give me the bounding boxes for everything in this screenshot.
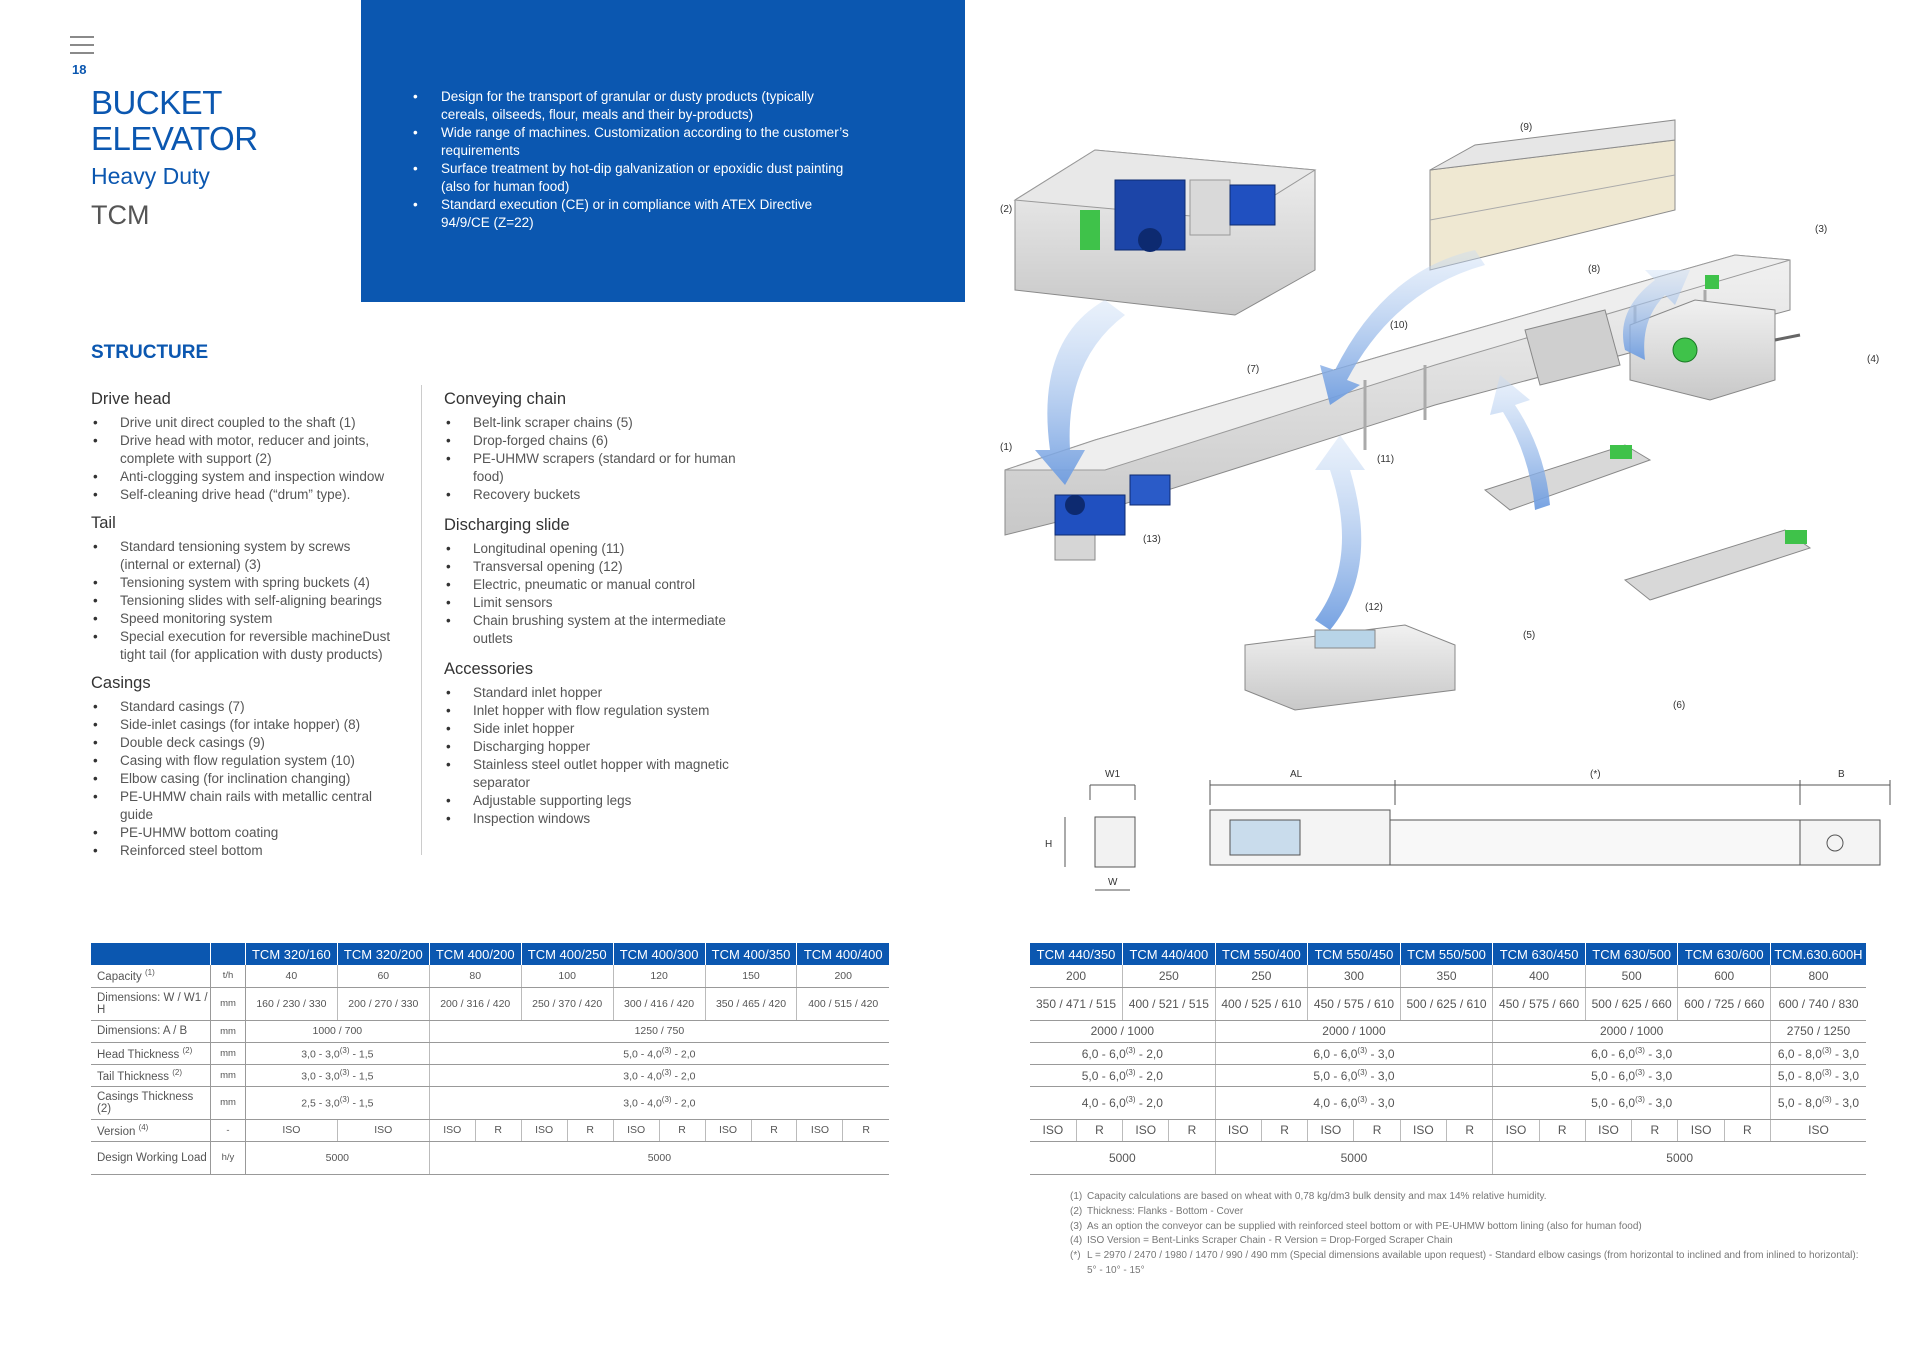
spec-table-large bbox=[1030, 943, 1866, 1175]
row-unit: mm bbox=[211, 987, 246, 1020]
model-header: TCM 320/200 bbox=[337, 943, 429, 965]
intro-list bbox=[441, 88, 851, 232]
table-header-row bbox=[91, 943, 889, 965]
table-row: Dimensions: A / B mm 1000 / 700 1250 / 750 bbox=[91, 1020, 889, 1042]
row-label: Head Thickness $^{(2)}$ bbox=[91, 1042, 211, 1064]
conveying-chain-list bbox=[444, 414, 754, 504]
row-unit: mm bbox=[211, 1086, 246, 1119]
conveyor-illustration bbox=[985, 100, 1905, 720]
list-item: • Casing with flow regulation system (10) bbox=[91, 752, 391, 770]
model-header: TCM 630/600 bbox=[1678, 943, 1771, 965]
list-item: • Side-inlet casings (for intake hopper) (8) bbox=[91, 716, 391, 734]
structure-heading: STRUCTURE bbox=[91, 342, 209, 363]
callout-11: (11) bbox=[1377, 454, 1395, 465]
page-number: 18 bbox=[72, 62, 87, 77]
list-item: • Speed monitoring system bbox=[91, 610, 391, 628]
table-row: 350 / 471 / 515 400 / 521 / 515 400 / 525 / 610 450 / 575 / 610 500 / 625 / 610 450 / 575 / 660 500 / 625 / 660 600 / 725 / 660 600 / 740 / 830 bbox=[1030, 987, 1866, 1020]
accessories-list bbox=[444, 684, 754, 828]
callout-4: (4) bbox=[1867, 354, 1880, 365]
section-title-drive-head: Drive head bbox=[91, 390, 171, 408]
callout-9: (9) bbox=[1520, 122, 1533, 133]
list-item: • Side inlet hopper bbox=[444, 720, 754, 738]
table-header-row bbox=[1030, 943, 1866, 965]
row-label: Design Working Load bbox=[91, 1141, 211, 1174]
model-header: TCM 400/300 bbox=[613, 943, 705, 965]
discharging-slide-section bbox=[444, 516, 754, 648]
section-title-conveying-chain: Conveying chain bbox=[444, 390, 566, 408]
list-item: • PE-UHMW bottom coating bbox=[91, 824, 391, 842]
table-row: 6,0 - 6,0$^{(3)}$ - 2,0 6,0 - 6,0$^{(3)}$ - 3,0 6,0 - 6,0$^{(3)}$ - 3,0 6,0 - 8,0$^{(3)}$ - 3,0 bbox=[1030, 1042, 1866, 1064]
row-label: Capacity $^{(1)}$ bbox=[91, 965, 211, 987]
intro-bullet: • Standard execution (CE) or in compliance with ATEX Directive 94/9/CE (Z=22) bbox=[441, 196, 851, 232]
row-label: Dimensions: A / B bbox=[91, 1020, 211, 1042]
casings-list bbox=[91, 698, 391, 860]
row-label: Dimensions: W / W1 / H bbox=[91, 987, 211, 1020]
table-row: 4,0 - 6,0$^{(3)}$ - 2,0 4,0 - 6,0$^{(3)}$ - 3,0 5,0 - 6,0$^{(3)}$ - 3,0 5,0 - 8,0$^{(3)}$ - 3,0 bbox=[1030, 1086, 1866, 1119]
row-label: Tail Thickness $^{(2)}$ bbox=[91, 1064, 211, 1086]
double-deck-casing-detail bbox=[1430, 120, 1675, 270]
list-item: • Recovery buckets bbox=[444, 486, 754, 504]
footnote: (4) ISO Version = Bent-Links Scraper Chain - R Version = Drop-Forged Scraper Chain bbox=[1070, 1235, 1453, 1247]
row-unit: - bbox=[211, 1119, 246, 1141]
list-item: • Electric, pneumatic or manual control bbox=[444, 576, 754, 594]
model-header: TCM 400/200 bbox=[429, 943, 521, 965]
list-item: • Drop-forged chains (6) bbox=[444, 432, 754, 450]
list-item: • Tensioning slides with self-aligning bearings bbox=[91, 592, 391, 610]
list-item: • Stainless steel outlet hopper with magnetic separator bbox=[444, 756, 754, 792]
dim-h: H bbox=[1045, 839, 1053, 850]
list-item: • Self-cleaning drive head (“drum” type). bbox=[91, 486, 391, 504]
callout-1: (1) bbox=[1000, 442, 1013, 453]
table-row: Dimensions: W / W1 / H mm 160 / 230 / 330 200 / 270 / 330 200 / 316 / 420 250 / 370 / 420 300 / 416 / 420 350 / 465 / 420 400 / 515 / 420 bbox=[91, 987, 889, 1020]
section-title-casings: Casings bbox=[91, 674, 151, 692]
footnote: (1) Capacity calculations are based on wheat with 0,78 kg/dm3 bulk density and max 14% relative humidity. bbox=[1070, 1191, 1547, 1202]
tail-list bbox=[91, 538, 391, 664]
callout-12: (12) bbox=[1365, 602, 1383, 613]
list-item: • Drive unit direct coupled to the shaft (1) bbox=[91, 414, 391, 432]
page-title bbox=[91, 85, 258, 157]
model-header: TCM 440/350 bbox=[1030, 943, 1123, 965]
callout-13: (13) bbox=[1143, 534, 1161, 545]
row-unit: mm bbox=[211, 1042, 246, 1064]
callout-8: (8) bbox=[1588, 264, 1601, 275]
table-row: 2000 / 1000 2000 / 1000 2000 / 1000 2750 / 1250 bbox=[1030, 1020, 1866, 1042]
table-row: Capacity $^{(1)}$ t/h 40 60 80 100 120 150 200 bbox=[91, 965, 889, 987]
list-item: • Elbow casing (for inclination changing) bbox=[91, 770, 391, 788]
row-unit: mm bbox=[211, 1020, 246, 1042]
dim-w1: W1 bbox=[1105, 769, 1120, 780]
model-header: TCM 550/450 bbox=[1308, 943, 1401, 965]
list-item: • Double deck casings (9) bbox=[91, 734, 391, 752]
list-item: • Standard tensioning system by screws (internal or external) (3) bbox=[91, 538, 391, 574]
footnotes bbox=[1070, 1190, 1870, 1279]
table-row: ISO R ISO R ISO R ISO R ISO R ISO R ISO R ISO R ISO bbox=[1030, 1119, 1866, 1141]
intro-bullet: • Surface treatment by hot-dip galvanization or epoxidic dust painting (also for human food) bbox=[441, 160, 851, 196]
callout-7: (7) bbox=[1247, 364, 1260, 375]
row-unit: h/y bbox=[211, 1141, 246, 1174]
model-header: TCM 550/500 bbox=[1400, 943, 1493, 965]
callout-2: (2) bbox=[1000, 204, 1013, 215]
list-item: • Standard casings (7) bbox=[91, 698, 391, 716]
page-subtitle: Heavy Duty bbox=[91, 163, 210, 189]
table-row: 200 250 250 300 350 400 500 600 800 bbox=[1030, 965, 1866, 987]
list-item: • Tensioning system with spring buckets (4) bbox=[91, 574, 391, 592]
model-header: TCM 400/350 bbox=[705, 943, 797, 965]
dimension-drawing bbox=[1030, 755, 1910, 905]
discharge-slide-detail bbox=[1245, 625, 1455, 710]
list-item: • Drive head with motor, reducer and joints, complete with support (2) bbox=[91, 432, 391, 468]
list-item: • Anti-clogging system and inspection window bbox=[91, 468, 391, 486]
callout-6: (6) bbox=[1673, 700, 1686, 711]
chain-detail-5 bbox=[1485, 445, 1650, 510]
list-item: • PE-UHMW chain rails with metallic central guide bbox=[91, 788, 391, 824]
intro-bullet: • Design for the transport of granular or dusty products (typically cereals, oilseeds, flour, meals and their by-products) bbox=[441, 88, 851, 124]
list-item: • Limit sensors bbox=[444, 594, 754, 612]
row-unit: mm bbox=[211, 1064, 246, 1086]
model-header: TCM 400/400 bbox=[797, 943, 889, 965]
footnote: (2) Thickness: Flanks - Bottom - Cover bbox=[1070, 1205, 1244, 1217]
dim-al: AL bbox=[1290, 769, 1303, 780]
model-header: TCM 440/400 bbox=[1123, 943, 1216, 965]
footnote: (3) As an option the conveyor can be supplied with reinforced steel bottom or with PE-UHMW bottom lining (also for human food) bbox=[1070, 1220, 1642, 1232]
table-row: 5,0 - 6,0$^{(3)}$ - 2,0 5,0 - 6,0$^{(3)}$ - 3,0 5,0 - 6,0$^{(3)}$ - 3,0 5,0 - 8,0$^{(3)}$ - 3,0 bbox=[1030, 1064, 1866, 1086]
list-item: • Discharging hopper bbox=[444, 738, 754, 756]
model-header: TCM 630/450 bbox=[1493, 943, 1586, 965]
callout-3: (3) bbox=[1815, 224, 1828, 235]
table-row: Head Thickness $^{(2)}$ mm 3,0 - 3,0$^{(3)}$ - 1,5 5,0 - 4,0$^{(3)}$ - 2,0 bbox=[91, 1042, 889, 1064]
callout-10: (10) bbox=[1390, 320, 1408, 331]
model-header: TCM 550/400 bbox=[1215, 943, 1308, 965]
list-item: • Standard inlet hopper bbox=[444, 684, 754, 702]
list-item: • Belt-link scraper chains (5) bbox=[444, 414, 754, 432]
conveying-chain-section bbox=[444, 390, 754, 504]
list-item: • Longitudinal opening (11) bbox=[444, 540, 754, 558]
dim-b: B bbox=[1838, 769, 1845, 780]
dim-w: W bbox=[1108, 877, 1118, 888]
table-row: Design Working Load h/y 5000 5000 bbox=[91, 1141, 889, 1174]
accessories-section bbox=[444, 660, 754, 828]
structure-column-left bbox=[91, 390, 391, 870]
menu-icon[interactable] bbox=[70, 36, 94, 56]
list-item: • Adjustable supporting legs bbox=[444, 792, 754, 810]
chain-detail-6 bbox=[1625, 530, 1810, 600]
list-item: • Inlet hopper with flow regulation system bbox=[444, 702, 754, 720]
section-title-discharging-slide: Discharging slide bbox=[444, 516, 570, 534]
structure-column-right bbox=[444, 390, 754, 840]
model-name: TCM bbox=[91, 200, 150, 230]
list-item: • Special execution for reversible machineDust tight tail (for application with dusty products) bbox=[91, 628, 391, 664]
section-title-accessories: Accessories bbox=[444, 660, 533, 678]
callout-5: (5) bbox=[1523, 630, 1536, 641]
discharging-slide-list bbox=[444, 540, 754, 648]
drive-head-list bbox=[91, 414, 391, 504]
list-item: • Reinforced steel bottom bbox=[91, 842, 391, 860]
list-item: • Transversal opening (12) bbox=[444, 558, 754, 576]
column-divider bbox=[421, 385, 422, 855]
model-header: TCM 320/160 bbox=[245, 943, 337, 965]
footnote: (*) L = 2970 / 2470 / 1980 / 1470 / 990 / 490 mm (Special dimensions available upon request) - Standard elbow casings (from horizontal to inclined and from inlined to horizontal): 5° - 10° - 15° bbox=[1070, 1250, 1859, 1276]
intro-panel bbox=[361, 0, 965, 302]
table-row: 5000 5000 5000 bbox=[1030, 1141, 1866, 1174]
row-label: Casings Thickness (2) bbox=[91, 1086, 211, 1119]
row-label: Version $^{(4)}$ bbox=[91, 1119, 211, 1141]
model-header: TCM.630.600H bbox=[1771, 943, 1867, 965]
intro-bullet: • Wide range of machines. Customization according to the customer’s requirements bbox=[441, 124, 851, 160]
row-unit: t/h bbox=[211, 965, 246, 987]
title-line-2: ELEVATOR bbox=[91, 120, 258, 157]
model-header: TCM 400/250 bbox=[521, 943, 613, 965]
table-row: Casings Thickness (2) mm 2,5 - 3,0$^{(3)}$ - 1,5 3,0 - 4,0$^{(3)}$ - 2,0 bbox=[91, 1086, 889, 1119]
list-item: • PE-UHMW scrapers (standard or for human food) bbox=[444, 450, 754, 486]
section-title-tail: Tail bbox=[91, 514, 116, 532]
drive-head-detail bbox=[1015, 150, 1315, 315]
spec-table-small bbox=[91, 943, 889, 1175]
list-item: • Inspection windows bbox=[444, 810, 754, 828]
model-header: TCM 630/500 bbox=[1585, 943, 1678, 965]
table-row: Version $^{(4)}$ - ISO ISO ISO R ISO R ISO R ISO R ISO R bbox=[91, 1119, 889, 1141]
arrow-12 bbox=[1315, 435, 1365, 630]
tail-detail bbox=[1630, 300, 1800, 400]
dim-star: (*) bbox=[1590, 769, 1601, 780]
title-line-1: BUCKET bbox=[91, 84, 222, 121]
list-item: • Chain brushing system at the intermediate outlets bbox=[444, 612, 754, 648]
table-row: Tail Thickness $^{(2)}$ mm 3,0 - 3,0$^{(3)}$ - 1,5 3,0 - 4,0$^{(3)}$ - 2,0 bbox=[91, 1064, 889, 1086]
